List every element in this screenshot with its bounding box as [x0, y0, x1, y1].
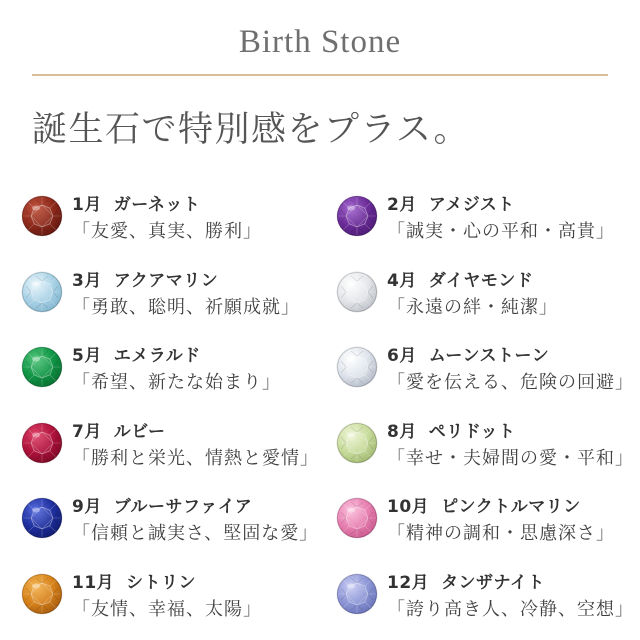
stone-month: 5月 [72, 346, 102, 366]
garnet-gem-icon [22, 196, 62, 236]
stone-meaning: 「信頼と誠実さ、堅固な愛」 [72, 523, 319, 544]
stone-item-june [337, 341, 632, 417]
title-divider [32, 74, 608, 76]
stone-label [387, 270, 558, 292]
emerald-gem-icon [22, 347, 62, 387]
sapphire-gem-icon [22, 498, 62, 538]
stone-month: 11月 [72, 572, 115, 593]
stone-label [72, 421, 319, 443]
stone-item-september [22, 492, 337, 568]
peridot-gem-icon [337, 423, 377, 463]
stone-item-march [22, 266, 337, 342]
stone-meaning: 「精神の調和・思慮深さ」 [387, 523, 615, 544]
stone-item-january [22, 190, 337, 266]
stone-name: ガーネット [113, 195, 201, 215]
stone-meaning: 「勝利と栄光、情熱と愛情」 [72, 447, 319, 469]
stone-meaning: 「友愛、真実、勝利」 [72, 221, 262, 242]
stone-month: 1月 [72, 195, 102, 215]
stone-label [387, 421, 634, 443]
stone-item-may [22, 341, 337, 417]
headline: 誕生石で特別感をプラス。 [32, 110, 471, 150]
stone-meaning: 「愛を伝える、危険の回避」 [387, 372, 634, 393]
stone-meaning: 「永遠の絆・純潔」 [387, 296, 558, 318]
amethyst-gem-icon [337, 196, 377, 236]
page-title: Birth Stone [238, 24, 402, 60]
stone-item-august [337, 417, 632, 493]
stone-meaning: 「幸せ・夫婦間の愛・平和」 [387, 447, 634, 469]
stone-month: 12月 [387, 572, 430, 593]
stone-month: 8月 [387, 421, 417, 442]
stone-name: エメラルド [113, 346, 201, 366]
stone-month: 2月 [387, 195, 417, 215]
stone-item-november [22, 568, 337, 640]
stone-meaning: 「希望、新たな始まり」 [72, 372, 281, 393]
stone-item-july [22, 417, 337, 493]
stone-name: ピンクトルマリン [441, 497, 581, 517]
stone-name: タンザナイト [441, 572, 545, 593]
stone-label [72, 270, 300, 292]
stone-item-april [337, 266, 632, 342]
stone-label [387, 496, 615, 518]
ruby-gem-icon [22, 423, 62, 463]
stone-name: アクアマリン [113, 270, 219, 291]
stone-month: 10月 [387, 497, 430, 517]
stone-name: シトリン [126, 572, 197, 593]
moonstone-gem-icon [337, 347, 377, 387]
stone-meaning: 「誇り高き人、冷静、空想」 [387, 598, 634, 620]
stone-month: 4月 [387, 270, 417, 291]
stone-month: 6月 [387, 346, 417, 366]
birthstone-grid [22, 190, 632, 640]
stone-label [387, 345, 634, 367]
aquamarine-gem-icon [22, 272, 62, 312]
stone-label [72, 496, 318, 518]
stone-month: 9月 [72, 497, 102, 517]
stone-item-february [337, 190, 632, 266]
stone-meaning: 「友情、幸福、太陽」 [72, 598, 262, 620]
stone-label [72, 572, 262, 594]
stone-label [72, 194, 262, 216]
stone-name: ムーンストーン [428, 346, 550, 366]
stone-meaning: 「勇敢、聡明、祈願成就」 [72, 296, 300, 318]
stone-label [387, 194, 615, 216]
stone-month: 3月 [72, 270, 102, 291]
stone-label [72, 345, 281, 367]
stone-name: ダイヤモンド [428, 270, 534, 291]
stone-month: 7月 [72, 421, 102, 442]
tanzanite-gem-icon [337, 574, 377, 614]
stone-name: ブルーサファイア [113, 497, 253, 517]
citrine-gem-icon [22, 574, 62, 614]
diamond-gem-icon [337, 272, 377, 312]
stone-name: ルビー [113, 421, 166, 442]
stone-item-october [337, 492, 632, 568]
stone-label [387, 572, 634, 594]
stone-name: ペリドット [428, 421, 516, 442]
stone-item-december [337, 568, 632, 640]
stone-meaning: 「誠実・心の平和・高貴」 [387, 221, 615, 242]
pink-tourmaline-gem-icon [337, 498, 377, 538]
stone-name: アメジスト [428, 195, 515, 215]
